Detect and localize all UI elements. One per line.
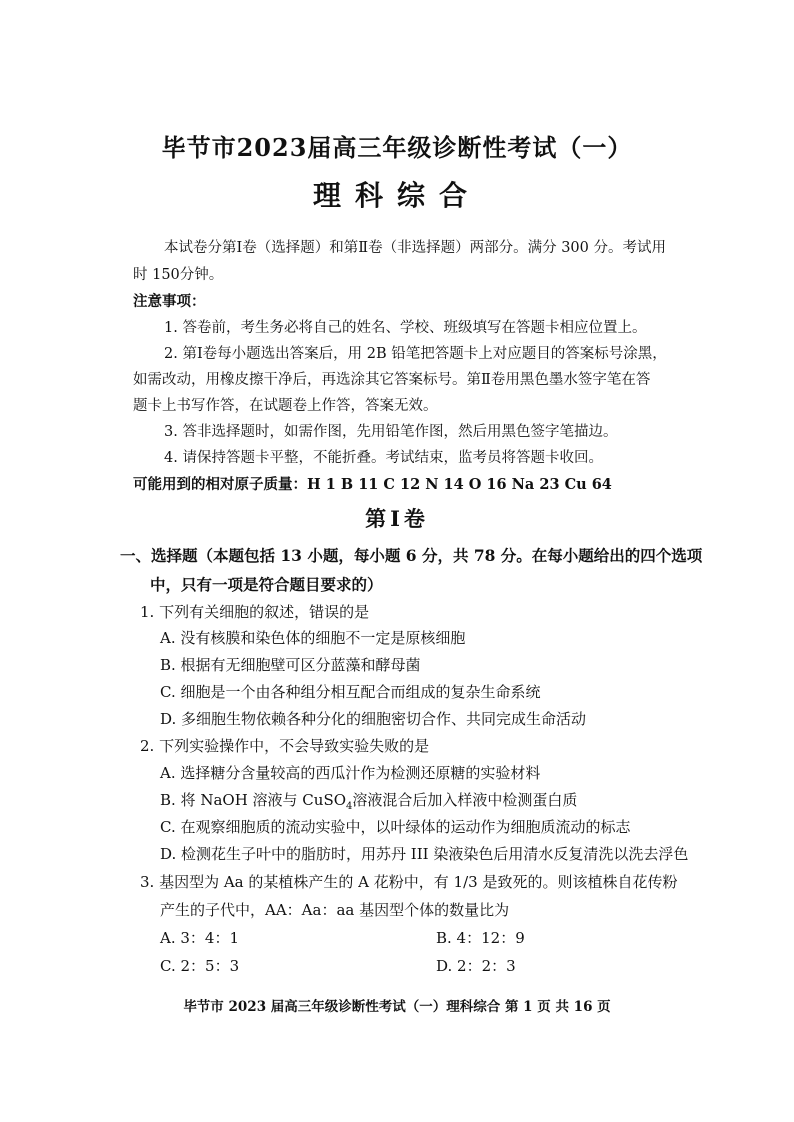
exam-title: 毕节市2023届高三年级诊断性考试（一） xyxy=(161,133,633,162)
notice-item-2-line-1: 2. 第Ⅰ卷每小题选出答案后，用 2B 铅笔把答题卡上对应题目的答案标号涂黑， xyxy=(164,346,667,362)
section-heading-line-2: 中，只有一项是符合题目要求的） xyxy=(150,575,383,594)
q3-stem-line-1: 3. 基因型为 Aa 的某植株产生的 A 花粉中，有 1/3 是致死的。则该植株自花传粉 xyxy=(140,873,678,891)
q2-option-b xyxy=(160,789,577,812)
q3-option-b: B. 4：12：9 xyxy=(436,929,525,947)
q2-option-c: C. 在观察细胞质的流动实验中，以叶绿体的运动作为细胞质流动的标志 xyxy=(160,818,631,836)
q3-stem-line-2: 产生的子代中，AA：Aa：aa 基因型个体的数量比为 xyxy=(160,901,510,919)
notice-item-1: 1. 答卷前，考生务必将自己的姓名、学校、班级填写在答题卡相应位置上。 xyxy=(164,320,647,336)
page-footer: 毕节市 2023 届高三年级诊断性考试（一）理科综合 第 1 页 共 16 页 xyxy=(183,999,611,1015)
q1-stem: 1. 下列有关细胞的叙述，错误的是 xyxy=(140,603,370,621)
q2-option-b-text-2: 溶液混合后加入样液中检测蛋白质 xyxy=(352,791,578,809)
q3-option-d: D. 2：2：3 xyxy=(436,957,516,975)
q1-option-d: D. 多细胞生物依赖各种分化的细胞密切合作、共同完成生命活动 xyxy=(160,710,587,728)
intro-line-2: 时 150分钟。 xyxy=(133,267,224,283)
notice-heading: 注意事项： xyxy=(133,293,206,310)
notice-item-3: 3. 答非选择题时，如需作图，先用铅笔作图，然后用黑色签字笔描边。 xyxy=(164,424,618,440)
q3-option-a: A. 3：4：1 xyxy=(160,929,239,947)
part-title: 第Ⅰ卷 xyxy=(365,506,429,531)
section-heading-line-1: 一、选择题（本题包括 13 小题，每小题 6 分，共 78 分。在每小题给出的四个选项 xyxy=(120,546,703,565)
q3-option-c: C. 2：5：3 xyxy=(160,957,240,975)
q2-option-b-subscript: 4 xyxy=(346,801,353,812)
q1-option-c: C. 细胞是一个由各种组分相互配合而组成的复杂生命系统 xyxy=(160,683,541,701)
q2-stem: 2. 下列实验操作中，不会导致实验失败的是 xyxy=(140,737,430,755)
atomic-masses: 可能用到的相对原子质量：H 1 B 11 C 12 N 14 O 16 Na 23 Cu 64 xyxy=(133,476,612,493)
notice-item-4: 4. 请保持答题卡平整，不能折叠。考试结束，监考员将答题卡收回。 xyxy=(164,450,603,466)
q1-option-b: B. 根据有无细胞壁可区分蓝藻和酵母菌 xyxy=(160,656,421,674)
intro-line-1: 本试卷分第Ⅰ卷（选择题）和第Ⅱ卷（非选择题）两部分。满分 300 分。考试用 xyxy=(164,240,666,256)
q2-option-d: D. 检测花生子叶中的脂肪时，用苏丹 III 染液染色后用清水反复清洗以洗去浮色 xyxy=(160,845,689,863)
exam-subject: 理科综合 xyxy=(312,179,481,212)
notice-item-2-line-2: 如需改动，用橡皮擦干净后，再选涂其它答案标号。第Ⅱ卷用黑色墨水签字笔在答 xyxy=(133,372,651,388)
q2-option-a: A. 选择糖分含量较高的西瓜汁作为检测还原糖的实验材料 xyxy=(160,764,541,782)
q2-option-b-text-1: B. 将 NaOH 溶液与 CuSO xyxy=(160,791,347,809)
notice-item-2-line-3: 题卡上书写作答，在试题卷上作答，答案无效。 xyxy=(133,398,438,414)
q1-option-a: A. 没有核膜和染色体的细胞不一定是原核细胞 xyxy=(160,629,466,647)
